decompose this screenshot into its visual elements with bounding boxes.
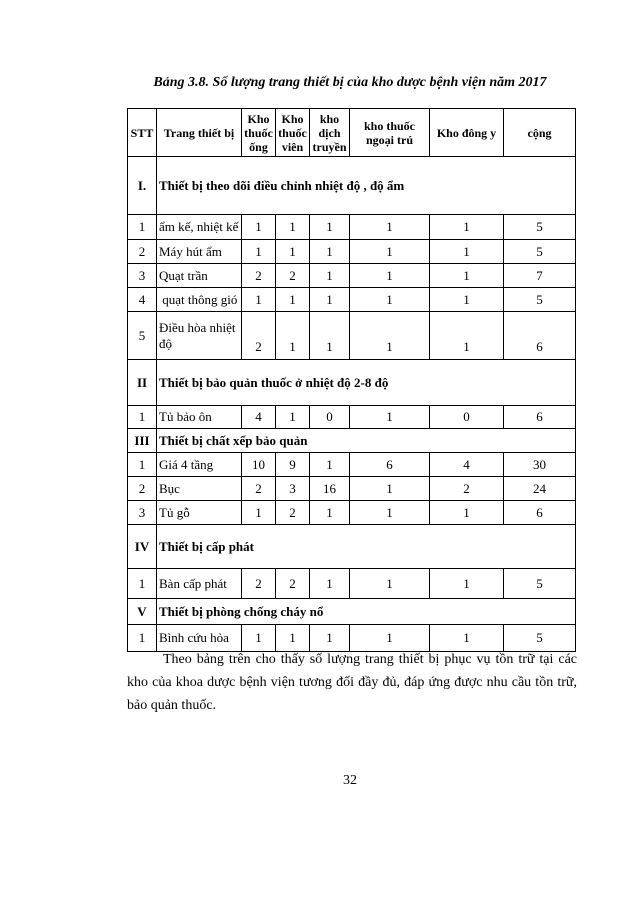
section-number: V	[128, 599, 157, 625]
header-cong: cộng	[504, 109, 576, 157]
cell-kho-vien: 1	[276, 215, 310, 240]
row-number: 3	[128, 264, 157, 288]
cell-cong: 24	[504, 477, 576, 501]
row-number: 1	[128, 406, 157, 429]
cell-kho-ngoai-tru: 1	[350, 501, 430, 525]
section-title: Thiết bị chất xếp bảo quản	[157, 429, 576, 453]
cell-cong: 5	[504, 625, 576, 652]
header-row	[128, 109, 576, 157]
cell-cong: 5	[504, 240, 576, 264]
cell-kho-vien: 2	[276, 569, 310, 599]
row-number: 5	[128, 312, 157, 360]
cell-kho-vien: 1	[276, 406, 310, 429]
cell-kho-dong-y: 1	[430, 312, 504, 360]
cell-kho-dich-truyen: 1	[310, 215, 350, 240]
header-kho-vien: Kho thuốc viên	[276, 109, 310, 157]
row-number: 1	[128, 453, 157, 477]
section-number: II	[128, 360, 157, 406]
page-number: 32	[343, 773, 357, 788]
cell-kho-ong: 1	[242, 215, 276, 240]
cell-kho-dong-y: 0	[430, 406, 504, 429]
equipment-table	[127, 108, 576, 652]
cell-kho-ong: 1	[242, 501, 276, 525]
cell-kho-dong-y: 1	[430, 240, 504, 264]
cell-kho-dong-y: 1	[430, 288, 504, 312]
cell-kho-ngoai-tru: 1	[350, 312, 430, 360]
cell-kho-vien: 2	[276, 501, 310, 525]
cell-kho-vien: 3	[276, 477, 310, 501]
cell-kho-dich-truyen: 1	[310, 569, 350, 599]
section-row	[128, 360, 576, 406]
cell-kho-ong: 2	[242, 312, 276, 360]
table-row	[128, 569, 576, 599]
cell-kho-dich-truyen: 1	[310, 240, 350, 264]
row-number: 4	[128, 288, 157, 312]
cell-kho-vien: 2	[276, 264, 310, 288]
cell-kho-ong: 2	[242, 477, 276, 501]
table-row	[128, 453, 576, 477]
cell-kho-ong: 2	[242, 569, 276, 599]
section-number: I.	[128, 157, 157, 215]
body-paragraph: Theo bảng trên cho thấy số lượng trang thiết bị phục vụ tồn trữ tại các kho của khoa dược bệnh viện tương đối đầy đủ, đáp ứng được nhu cầu tồn trữ, bảo quản thuốc.	[127, 652, 577, 713]
cell-kho-ong: 10	[242, 453, 276, 477]
section-number: IV	[128, 525, 157, 569]
cell-kho-dich-truyen: 0	[310, 406, 350, 429]
cell-kho-ong: 1	[242, 625, 276, 652]
cell-kho-ong: 1	[242, 288, 276, 312]
table-row	[128, 215, 576, 240]
header-kho-dich-truyen: kho dịch truyền	[310, 109, 350, 157]
cell-cong: 5	[504, 569, 576, 599]
header-kho-ngoai-tru: kho thuốc ngoại trú	[350, 109, 430, 157]
equipment-name: Điều hòa nhiệt độ	[157, 312, 242, 360]
cell-kho-ong: 2	[242, 264, 276, 288]
equipment-name: Bình cứu hỏa	[157, 625, 242, 652]
header-stt: STT	[128, 109, 157, 157]
cell-kho-dong-y: 4	[430, 453, 504, 477]
cell-kho-ngoai-tru: 1	[350, 406, 430, 429]
cell-kho-ong: 4	[242, 406, 276, 429]
equipment-name: Tủ gỗ	[157, 501, 242, 525]
cell-kho-dich-truyen: 1	[310, 453, 350, 477]
section-row	[128, 525, 576, 569]
cell-kho-dong-y: 1	[430, 215, 504, 240]
cell-kho-ngoai-tru: 1	[350, 264, 430, 288]
equipment-name: Tủ bảo ôn	[157, 406, 242, 429]
equipment-name: Bục	[157, 477, 242, 501]
table-row	[128, 288, 576, 312]
table-row	[128, 240, 576, 264]
cell-kho-dich-truyen: 1	[310, 625, 350, 652]
equipment-name: Bàn cấp phát	[157, 569, 242, 599]
cell-kho-ong: 1	[242, 240, 276, 264]
cell-cong: 6	[504, 406, 576, 429]
row-number: 1	[128, 625, 157, 652]
header-kho-dong-y: Kho đông y	[430, 109, 504, 157]
cell-kho-ngoai-tru: 1	[350, 215, 430, 240]
cell-cong: 5	[504, 215, 576, 240]
equipment-name: ẩm kế, nhiệt kế	[157, 215, 242, 240]
row-number: 1	[128, 569, 157, 599]
table-row	[128, 501, 576, 525]
section-title: Thiết bị bảo quản thuốc ở nhiệt độ 2-8 độ	[157, 360, 576, 406]
header-name: Trang thiết bị	[157, 109, 242, 157]
cell-cong: 30	[504, 453, 576, 477]
section-number: III	[128, 429, 157, 453]
equipment-name: Giá 4 tầng	[157, 453, 242, 477]
cell-cong: 5	[504, 288, 576, 312]
cell-kho-dong-y: 1	[430, 569, 504, 599]
section-title: Thiết bị phòng chống cháy nổ	[157, 599, 576, 625]
cell-kho-dich-truyen: 1	[310, 501, 350, 525]
cell-kho-dich-truyen: 16	[310, 477, 350, 501]
cell-cong: 6	[504, 312, 576, 360]
cell-kho-dich-truyen: 1	[310, 312, 350, 360]
row-number: 3	[128, 501, 157, 525]
cell-kho-vien: 9	[276, 453, 310, 477]
equipment-name: Quạt trần	[157, 264, 242, 288]
cell-kho-ngoai-tru: 6	[350, 453, 430, 477]
cell-kho-dong-y: 1	[430, 625, 504, 652]
table-row	[128, 312, 576, 360]
cell-kho-ngoai-tru: 1	[350, 240, 430, 264]
cell-cong: 6	[504, 501, 576, 525]
row-number: 2	[128, 477, 157, 501]
section-title: Thiết bị theo dõi điều chỉnh nhiệt độ , độ ẩm	[157, 157, 576, 215]
section-row	[128, 157, 576, 215]
cell-kho-dong-y: 1	[430, 501, 504, 525]
cell-kho-dong-y: 2	[430, 477, 504, 501]
cell-kho-dong-y: 1	[430, 264, 504, 288]
cell-kho-dich-truyen: 1	[310, 288, 350, 312]
table-row	[128, 477, 576, 501]
cell-kho-vien: 1	[276, 625, 310, 652]
cell-kho-dich-truyen: 1	[310, 264, 350, 288]
equipment-name: Máy hút ẩm	[157, 240, 242, 264]
cell-kho-ngoai-tru: 1	[350, 569, 430, 599]
equipment-name: quạt thông gió	[157, 288, 242, 312]
row-number: 1	[128, 215, 157, 240]
cell-kho-vien: 1	[276, 288, 310, 312]
cell-kho-ngoai-tru: 1	[350, 625, 430, 652]
row-number: 2	[128, 240, 157, 264]
table-row	[128, 406, 576, 429]
cell-kho-vien: 1	[276, 312, 310, 360]
section-row	[128, 429, 576, 453]
header-kho-ong: Kho thuốc ống	[242, 109, 276, 157]
section-row	[128, 599, 576, 625]
cell-kho-ngoai-tru: 1	[350, 288, 430, 312]
cell-kho-vien: 1	[276, 240, 310, 264]
cell-cong: 7	[504, 264, 576, 288]
table-caption: Bảng 3.8. Số lượng trang thiết bị của kho dược bệnh viện năm 2017	[153, 75, 547, 90]
cell-kho-ngoai-tru: 1	[350, 477, 430, 501]
table-row	[128, 264, 576, 288]
section-title: Thiết bị cấp phát	[157, 525, 576, 569]
